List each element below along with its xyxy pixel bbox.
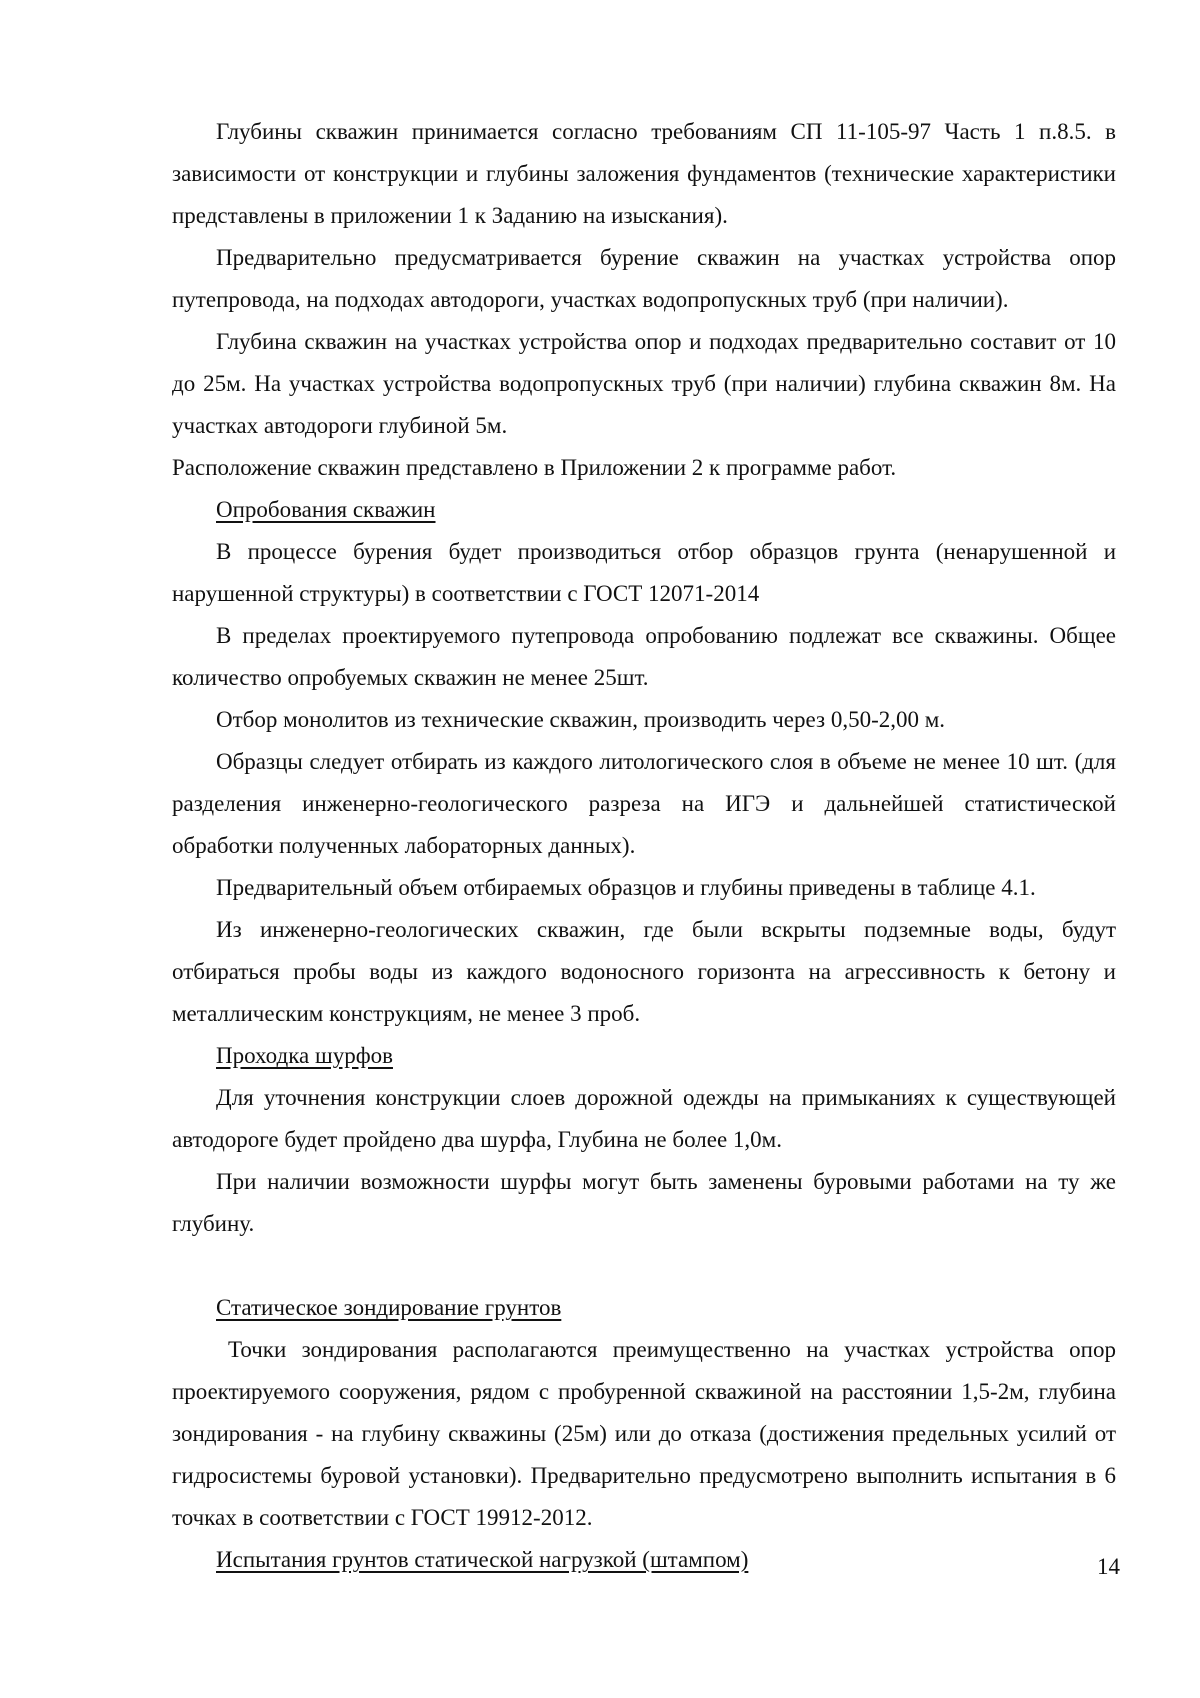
- paragraph-sounding-points: Точки зондирования располагаются преимущественно на участках устройства опор проектируемого сооружения, рядом с пробуренной скважиной на расстоянии 1,5-2м, глубина зондирования - на глубину скважины (25м) или до отказа (достижения предельных усилий от гидросистемы буровой установки). Предварительно предусмотрено выполнить испытания в 6 точках в соответствии с ГОСТ 19912-2012.: [172, 1337, 1116, 1530]
- page-content: [172, 111, 1116, 1581]
- page-number: 14: [1097, 1554, 1120, 1579]
- paragraph-monolith-interval: Отбор монолитов из технические скважин, производить через 0,50-2,00 м.: [216, 707, 946, 732]
- paragraph-samples-per-layer: Образцы следует отбирать из каждого литологического слоя в объеме не менее 10 шт. (для разделения инженерно-геологического разреза на ИГЭ и дальнейшей статистической обработки полученных лабораторных данных).: [172, 749, 1116, 858]
- heading-test-pits: Проходка шурфов: [216, 1043, 393, 1068]
- paragraph-well-depth-requirements: Глубины скважин принимается согласно требованиям СП 11-105-97 Часть 1 п.8.5. в зависимости от конструкции и глубины заложения фундаментов (технические характеристики представлены в приложении 1 к Заданию на изыскания).: [172, 119, 1116, 228]
- paragraph-water-sampling: Из инженерно-геологических скважин, где были вскрыты подземные воды, будут отбираться пробы воды из каждого водоносного горизонта на агрессивность к бетону и металлическим конструкциям, не менее 3 проб.: [172, 917, 1116, 1026]
- paragraph-well-depth-values: Глубина скважин на участках устройства опор и подходах предварительно составит от 10 до 25м. На участках устройства водопропускных труб (при наличии) глубина скважин 8м. На участках автодороги глубиной 5м.: [172, 329, 1116, 438]
- paragraph-test-pits-replacement: При наличии возможности шурфы могут быть заменены буровыми работами на ту же глубину.: [172, 1169, 1116, 1236]
- paragraph-drilling-locations: Предварительно предусматривается бурение скважин на участках устройства опор путепровода, на подходах автодороги, участках водопропускных труб (при наличии).: [172, 245, 1116, 312]
- heading-well-sampling: Опробования скважин: [216, 497, 436, 522]
- heading-plate-load-tests: Испытания грунтов статической нагрузкой (штампом): [216, 1547, 749, 1572]
- blank-line: [172, 1245, 1116, 1287]
- paragraph-sample-volume-table-ref: Предварительный объем отбираемых образцов и глубины приведены в таблице 4.1.: [216, 875, 1036, 900]
- heading-static-sounding: Статическое зондирование грунтов: [216, 1295, 562, 1320]
- paragraph-sampled-wells-count: В пределах проектируемого путепровода опробованию подлежат все скважины. Общее количество опробуемых скважин не менее 25шт.: [172, 623, 1116, 690]
- paragraph-test-pits-purpose: Для уточнения конструкции слоев дорожной одежды на примыканиях к существующей автодороге будет пройдено два шурфа, Глубина не более 1,0м.: [172, 1085, 1116, 1152]
- paragraph-soil-sampling: В процессе бурения будет производиться отбор образцов грунта (ненарушенной и нарушенной структуры) в соответствии с ГОСТ 12071-2014: [172, 539, 1116, 606]
- paragraph-well-layout-reference: Расположение скважин представлено в Приложении 2 к программе работ.: [172, 455, 897, 480]
